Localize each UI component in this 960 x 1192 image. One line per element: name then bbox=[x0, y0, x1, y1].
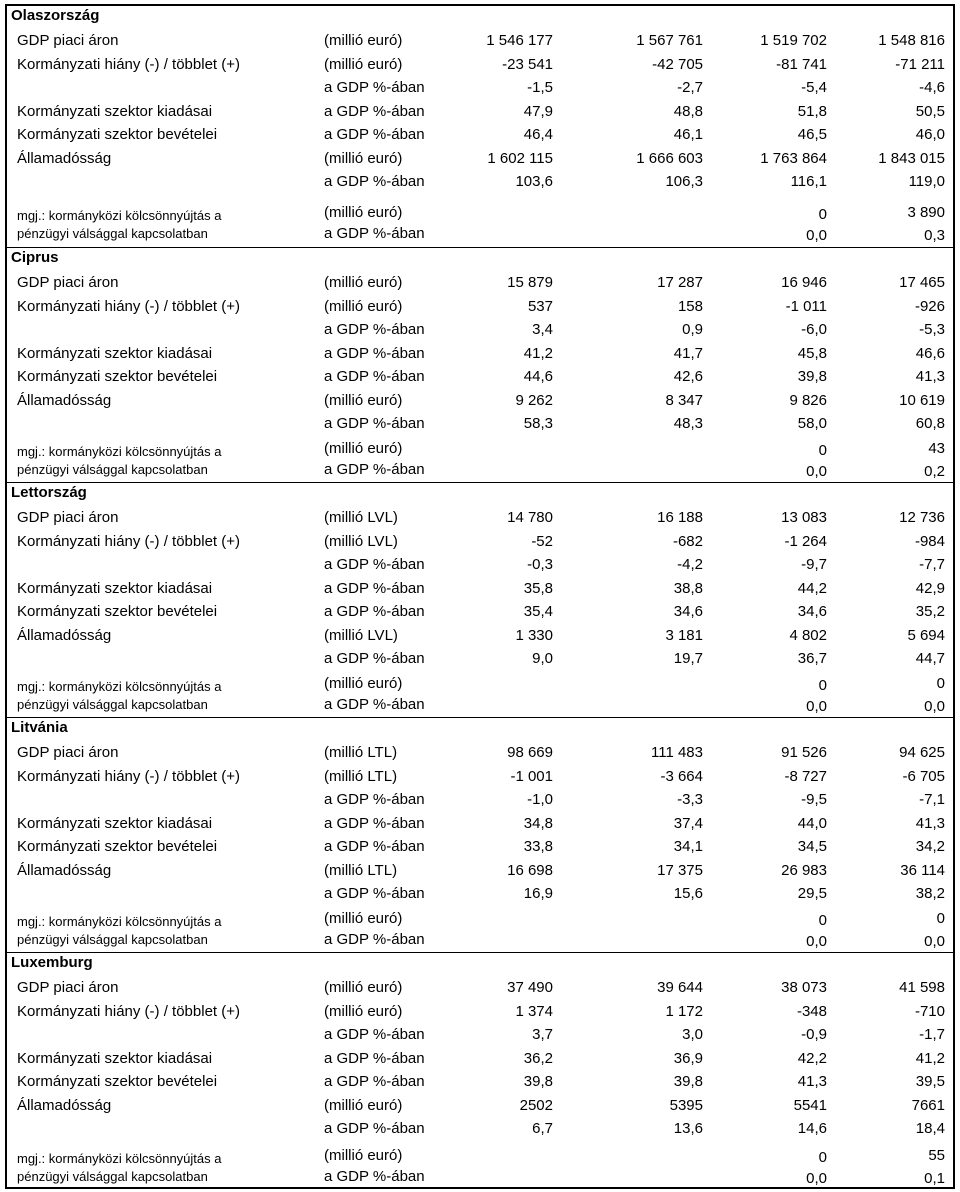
row-label: Kormányzati hiány (-) / többlet (+) bbox=[17, 297, 241, 315]
value-cell: 36,2 bbox=[523, 1049, 553, 1067]
value-cell: 35,8 bbox=[523, 579, 553, 597]
row-label: Kormányzati szektor kiadásai bbox=[17, 579, 213, 597]
table-row bbox=[7, 1070, 953, 1093]
fiscal-data-table bbox=[5, 4, 955, 1189]
note-unit-eur: (millió euró) bbox=[324, 440, 403, 457]
section-1 bbox=[7, 6, 953, 247]
value-cell: 3,4 bbox=[532, 321, 553, 338]
row-label: GDP piaci áron bbox=[17, 979, 119, 996]
value-cell: 34,6 bbox=[797, 603, 827, 620]
value-cell: 41,3 bbox=[797, 1073, 827, 1090]
value-cell: 39,8 bbox=[797, 368, 827, 385]
value-cell: -1,7 bbox=[919, 1026, 945, 1043]
value-cell: 17 375 bbox=[657, 861, 703, 879]
value-cell: 6,7 bbox=[532, 1120, 553, 1137]
row-label: Államadósság bbox=[17, 391, 112, 409]
value-cell: 34,6 bbox=[673, 603, 703, 620]
value-cell: -348 bbox=[796, 1002, 827, 1020]
value-cell: 35,2 bbox=[915, 603, 945, 620]
note-value: 0,0 bbox=[806, 227, 827, 244]
value-cell: -42 705 bbox=[652, 55, 703, 73]
note-unit-pct: a GDP %-ában bbox=[324, 931, 425, 948]
value-cell: 12 736 bbox=[899, 509, 945, 526]
note-unit-eur: (millió euró) bbox=[324, 204, 403, 221]
value-cell: 46,6 bbox=[915, 344, 945, 362]
value-cell: 37,4 bbox=[673, 814, 703, 832]
row-unit: (millió LTL) bbox=[324, 744, 398, 761]
table-row bbox=[7, 318, 953, 341]
table-row bbox=[7, 859, 953, 882]
row-label: Kormányzati szektor bevételei bbox=[17, 838, 218, 855]
value-cell: 3,0 bbox=[682, 1026, 703, 1043]
value-cell: 94 625 bbox=[899, 744, 945, 761]
value-cell: 1 666 603 bbox=[636, 149, 703, 167]
value-cell: 39,8 bbox=[673, 1073, 703, 1090]
table-row bbox=[7, 100, 953, 123]
intergovernmental-lending-note bbox=[7, 671, 953, 715]
value-cell: 44,2 bbox=[797, 579, 827, 597]
row-unit: a GDP %-ában bbox=[324, 1026, 425, 1043]
value-cell: -1 011 bbox=[785, 297, 827, 315]
row-label: Államadósság bbox=[17, 149, 112, 167]
note-value: 0 bbox=[936, 675, 945, 692]
table-row bbox=[7, 577, 953, 600]
value-cell: -984 bbox=[914, 532, 945, 550]
row-unit: (millió euró) bbox=[324, 274, 403, 291]
value-cell: 9,0 bbox=[532, 650, 553, 667]
row-label: Kormányzati hiány (-) / többlet (+) bbox=[17, 767, 241, 785]
table-row bbox=[7, 1117, 953, 1140]
note-unit-eur: (millió euró) bbox=[324, 675, 403, 692]
value-cell: -7,1 bbox=[919, 791, 945, 808]
row-label: Kormányzati szektor bevételei bbox=[17, 603, 218, 620]
row-unit: a GDP %-ában bbox=[324, 1049, 425, 1067]
value-cell: 60,8 bbox=[915, 415, 945, 432]
table-row bbox=[7, 741, 953, 764]
value-cell: 17 465 bbox=[899, 274, 945, 291]
value-cell: -8 727 bbox=[784, 767, 827, 785]
value-cell: -23 541 bbox=[502, 55, 553, 73]
value-cell: 158 bbox=[677, 297, 703, 315]
value-cell: 5 694 bbox=[907, 626, 945, 644]
intergovernmental-lending-note bbox=[7, 1143, 953, 1187]
value-cell: -5,4 bbox=[801, 79, 827, 96]
value-cell: -0,9 bbox=[801, 1026, 827, 1043]
note-label-line1: mgj.: kormányközi kölcsönnyújtás a bbox=[17, 1151, 222, 1166]
value-cell: 1 763 864 bbox=[760, 149, 827, 167]
value-cell: -9,7 bbox=[801, 556, 827, 573]
value-cell: 10 619 bbox=[899, 391, 945, 409]
value-cell: 51,8 bbox=[797, 102, 827, 120]
row-unit: a GDP %-ában bbox=[324, 79, 425, 96]
row-label: Kormányzati szektor kiadásai bbox=[17, 102, 213, 120]
row-unit: a GDP %-ában bbox=[324, 556, 425, 573]
row-label: GDP piaci áron bbox=[17, 274, 119, 291]
note-value: 0,3 bbox=[924, 227, 945, 244]
table-row bbox=[7, 812, 953, 835]
row-label: GDP piaci áron bbox=[17, 744, 119, 761]
table-row bbox=[7, 29, 953, 52]
section-title: Lettország bbox=[11, 484, 87, 501]
note-label-line1: mgj.: kormányközi kölcsönnyújtás a bbox=[17, 679, 222, 694]
table-row bbox=[7, 342, 953, 365]
value-cell: -1 264 bbox=[784, 532, 827, 550]
value-cell: -3,3 bbox=[677, 791, 703, 808]
value-cell: 14 780 bbox=[507, 509, 553, 526]
note-value: 0 bbox=[818, 912, 827, 929]
note-value: 55 bbox=[928, 1147, 945, 1164]
table-row bbox=[7, 788, 953, 811]
note-value: 0,0 bbox=[806, 463, 827, 480]
table-row bbox=[7, 530, 953, 553]
row-unit: a GDP %-ában bbox=[324, 344, 425, 362]
note-unit-pct: a GDP %-ában bbox=[324, 225, 425, 242]
value-cell: 42,6 bbox=[673, 368, 703, 385]
value-cell: 48,3 bbox=[673, 415, 703, 432]
value-cell: -1 001 bbox=[510, 767, 553, 785]
table-row bbox=[7, 506, 953, 529]
table-row bbox=[7, 170, 953, 193]
table-row bbox=[7, 1000, 953, 1023]
note-value: 0,0 bbox=[806, 698, 827, 715]
value-cell: 34,1 bbox=[673, 838, 703, 855]
value-cell: 119,0 bbox=[908, 173, 945, 190]
table-row bbox=[7, 882, 953, 905]
value-cell: 39,8 bbox=[523, 1073, 553, 1090]
value-cell: 116,1 bbox=[790, 173, 827, 190]
row-unit: (millió LTL) bbox=[324, 861, 398, 879]
value-cell: -710 bbox=[914, 1002, 945, 1020]
row-unit: a GDP %-ában bbox=[324, 368, 425, 385]
value-cell: 39,5 bbox=[915, 1073, 945, 1090]
row-label: Kormányzati szektor kiadásai bbox=[17, 344, 213, 362]
value-cell: -4,6 bbox=[919, 79, 945, 96]
note-label-line2: pénzügyi válsággal kapcsolatban bbox=[17, 1169, 208, 1184]
table-row bbox=[7, 147, 953, 170]
table-row bbox=[7, 123, 953, 146]
section-5 bbox=[7, 952, 953, 1190]
value-cell: 47,9 bbox=[523, 102, 553, 120]
row-label: Kormányzati szektor kiadásai bbox=[17, 814, 213, 832]
value-cell: -0,3 bbox=[527, 556, 553, 573]
table-row bbox=[7, 600, 953, 623]
note-unit-eur: (millió euró) bbox=[324, 1147, 403, 1164]
value-cell: 18,4 bbox=[915, 1120, 945, 1137]
value-cell: 37 490 bbox=[507, 979, 553, 996]
note-value: 0 bbox=[936, 910, 945, 927]
value-cell: 9 262 bbox=[515, 391, 553, 409]
value-cell: -52 bbox=[531, 532, 553, 550]
row-label: Kormányzati szektor kiadásai bbox=[17, 1049, 213, 1067]
note-unit-pct: a GDP %-ában bbox=[324, 461, 425, 478]
row-unit: a GDP %-ában bbox=[324, 102, 425, 120]
note-value: 0 bbox=[818, 1149, 827, 1166]
note-label-line1: mgj.: kormányközi kölcsönnyújtás a bbox=[17, 208, 222, 223]
table-row bbox=[7, 1047, 953, 1070]
table-row bbox=[7, 765, 953, 788]
row-label: Kormányzati hiány (-) / többlet (+) bbox=[17, 532, 241, 550]
value-cell: 91 526 bbox=[781, 744, 827, 761]
row-unit: (millió LVL) bbox=[324, 509, 398, 526]
row-unit: a GDP %-ában bbox=[324, 791, 425, 808]
row-unit: a GDP %-ában bbox=[324, 603, 425, 620]
section-4 bbox=[7, 717, 953, 953]
value-cell: 1 519 702 bbox=[760, 32, 827, 49]
note-value: 0,0 bbox=[924, 933, 945, 950]
note-label-line2: pénzügyi válsággal kapcsolatban bbox=[17, 932, 208, 947]
note-unit-eur: (millió euró) bbox=[324, 910, 403, 927]
row-unit: (millió euró) bbox=[324, 55, 403, 73]
value-cell: 15,6 bbox=[673, 885, 703, 902]
value-cell: -3 664 bbox=[660, 767, 703, 785]
value-cell: 1 330 bbox=[515, 626, 553, 644]
value-cell: 41,7 bbox=[673, 344, 703, 362]
table-row bbox=[7, 976, 953, 999]
row-unit: a GDP %-ában bbox=[324, 415, 425, 432]
intergovernmental-lending-note bbox=[7, 906, 953, 950]
value-cell: -7,7 bbox=[919, 556, 945, 573]
note-unit-pct: a GDP %-ában bbox=[324, 1168, 425, 1185]
value-cell: 106,3 bbox=[665, 173, 703, 190]
value-cell: 46,5 bbox=[797, 126, 827, 143]
value-cell: -682 bbox=[672, 532, 703, 550]
row-label: Kormányzati szektor bevételei bbox=[17, 126, 218, 143]
value-cell: 41 598 bbox=[899, 979, 945, 996]
value-cell: 46,4 bbox=[523, 126, 553, 143]
value-cell: 39 644 bbox=[657, 979, 703, 996]
value-cell: -1,0 bbox=[527, 791, 553, 808]
row-unit: a GDP %-ában bbox=[324, 173, 425, 190]
table-row bbox=[7, 365, 953, 388]
value-cell: 41,2 bbox=[915, 1049, 945, 1067]
value-cell: 42,2 bbox=[797, 1049, 827, 1067]
table-row bbox=[7, 1023, 953, 1046]
value-cell: 3,7 bbox=[532, 1026, 553, 1043]
value-cell: -71 211 bbox=[895, 55, 945, 73]
value-cell: 34,8 bbox=[523, 814, 553, 832]
row-label: Kormányzati szektor bevételei bbox=[17, 368, 218, 385]
row-label: Kormányzati hiány (-) / többlet (+) bbox=[17, 1002, 241, 1020]
value-cell: 111 483 bbox=[651, 744, 703, 761]
table-row bbox=[7, 835, 953, 858]
value-cell: 46,1 bbox=[673, 126, 703, 143]
value-cell: -2,7 bbox=[677, 79, 703, 96]
value-cell: -5,3 bbox=[919, 321, 945, 338]
note-label-line2: pénzügyi válsággal kapcsolatban bbox=[17, 462, 208, 477]
value-cell: -81 741 bbox=[776, 55, 827, 73]
row-unit: (millió LVL) bbox=[324, 532, 398, 550]
value-cell: 41,3 bbox=[915, 814, 945, 832]
note-label-line1: mgj.: kormányközi kölcsönnyújtás a bbox=[17, 914, 222, 929]
value-cell: 58,0 bbox=[797, 415, 827, 432]
value-cell: 5395 bbox=[669, 1096, 703, 1114]
value-cell: -4,2 bbox=[677, 556, 703, 573]
row-unit: (millió euró) bbox=[324, 32, 403, 49]
value-cell: 58,3 bbox=[523, 415, 553, 432]
value-cell: 16 946 bbox=[781, 274, 827, 291]
note-label-line1: mgj.: kormányközi kölcsönnyújtás a bbox=[17, 444, 222, 459]
row-label: Államadósság bbox=[17, 626, 112, 644]
value-cell: 1 172 bbox=[665, 1002, 703, 1020]
section-2 bbox=[7, 247, 953, 483]
table-row bbox=[7, 1094, 953, 1117]
value-cell: 8 347 bbox=[665, 391, 703, 409]
value-cell: 44,7 bbox=[915, 650, 945, 667]
note-value: 0 bbox=[818, 677, 827, 694]
value-cell: 1 602 115 bbox=[487, 149, 553, 167]
row-unit: (millió euró) bbox=[324, 149, 403, 167]
value-cell: 1 567 761 bbox=[636, 32, 703, 49]
value-cell: 16 698 bbox=[507, 861, 553, 879]
row-unit: (millió LTL) bbox=[324, 767, 398, 785]
note-unit-pct: a GDP %-ában bbox=[324, 696, 425, 713]
note-value: 0,0 bbox=[924, 698, 945, 715]
value-cell: 0,9 bbox=[682, 321, 703, 338]
value-cell: 4 802 bbox=[789, 626, 827, 644]
note-value: 0 bbox=[818, 442, 827, 459]
value-cell: 44,0 bbox=[797, 814, 827, 832]
value-cell: 33,8 bbox=[523, 838, 553, 855]
row-unit: (millió euró) bbox=[324, 1096, 403, 1114]
value-cell: 46,0 bbox=[915, 126, 945, 143]
table-row bbox=[7, 53, 953, 76]
table-row bbox=[7, 647, 953, 670]
value-cell: 13 083 bbox=[781, 509, 827, 526]
row-unit: a GDP %-ában bbox=[324, 814, 425, 832]
note-value: 0,2 bbox=[924, 463, 945, 480]
row-unit: a GDP %-ában bbox=[324, 1120, 425, 1137]
note-value: 0,0 bbox=[806, 1170, 827, 1187]
value-cell: 2502 bbox=[519, 1096, 553, 1114]
value-cell: 38,8 bbox=[673, 579, 703, 597]
table-row bbox=[7, 271, 953, 294]
value-cell: 38,2 bbox=[915, 885, 945, 902]
value-cell: 29,5 bbox=[797, 885, 827, 902]
value-cell: 41,2 bbox=[523, 344, 553, 362]
row-unit: (millió euró) bbox=[324, 391, 403, 409]
row-label: Államadósság bbox=[17, 861, 112, 879]
table-row bbox=[7, 295, 953, 318]
value-cell: 41,3 bbox=[915, 368, 945, 385]
value-cell: 42,9 bbox=[915, 579, 945, 597]
value-cell: 3 181 bbox=[665, 626, 703, 644]
section-title: Olaszország bbox=[11, 7, 100, 24]
value-cell: 44,6 bbox=[523, 368, 553, 385]
value-cell: 16,9 bbox=[523, 885, 553, 902]
table-row bbox=[7, 412, 953, 435]
row-unit: a GDP %-ában bbox=[324, 126, 425, 143]
row-unit: (millió LVL) bbox=[324, 626, 398, 644]
value-cell: -926 bbox=[914, 297, 945, 315]
value-cell: 9 826 bbox=[789, 391, 827, 409]
value-cell: 1 374 bbox=[515, 1002, 553, 1020]
row-unit: (millió euró) bbox=[324, 297, 403, 315]
value-cell: 36,7 bbox=[797, 650, 827, 667]
table-row bbox=[7, 76, 953, 99]
value-cell: 17 287 bbox=[657, 274, 703, 291]
row-unit: a GDP %-ában bbox=[324, 321, 425, 338]
row-unit: a GDP %-ában bbox=[324, 885, 425, 902]
section-3 bbox=[7, 482, 953, 718]
table-row bbox=[7, 624, 953, 647]
value-cell: 103,6 bbox=[515, 173, 553, 190]
intergovernmental-lending-note bbox=[7, 200, 953, 244]
value-cell: 36,9 bbox=[673, 1049, 703, 1067]
value-cell: 50,5 bbox=[915, 102, 945, 120]
note-value: 3 890 bbox=[907, 204, 945, 221]
value-cell: 34,5 bbox=[797, 838, 827, 855]
value-cell: -1,5 bbox=[527, 79, 553, 96]
note-value: 0,1 bbox=[924, 1170, 945, 1187]
value-cell: 5541 bbox=[793, 1096, 827, 1114]
value-cell: 537 bbox=[527, 297, 553, 315]
note-value: 0 bbox=[818, 206, 827, 223]
value-cell: 98 669 bbox=[507, 744, 553, 761]
value-cell: 45,8 bbox=[797, 344, 827, 362]
value-cell: 26 983 bbox=[781, 861, 827, 879]
row-unit: a GDP %-ában bbox=[324, 579, 425, 597]
value-cell: 35,4 bbox=[523, 603, 553, 620]
section-title: Ciprus bbox=[11, 249, 59, 266]
row-label: Kormányzati hiány (-) / többlet (+) bbox=[17, 55, 241, 73]
table-row bbox=[7, 389, 953, 412]
value-cell: -9,5 bbox=[801, 791, 827, 808]
value-cell: 34,2 bbox=[915, 838, 945, 855]
value-cell: 15 879 bbox=[507, 274, 553, 291]
value-cell: -6 705 bbox=[902, 767, 945, 785]
value-cell: -6,0 bbox=[801, 321, 827, 338]
intergovernmental-lending-note bbox=[7, 436, 953, 480]
value-cell: 13,6 bbox=[673, 1120, 703, 1137]
table-row bbox=[7, 553, 953, 576]
row-unit: (millió euró) bbox=[324, 979, 403, 996]
value-cell: 36 114 bbox=[900, 861, 945, 879]
row-unit: a GDP %-ában bbox=[324, 838, 425, 855]
note-label-line2: pénzügyi válsággal kapcsolatban bbox=[17, 697, 208, 712]
row-unit: (millió euró) bbox=[324, 1002, 403, 1020]
value-cell: 1 548 816 bbox=[878, 32, 945, 49]
section-title: Luxemburg bbox=[11, 954, 93, 971]
row-label: GDP piaci áron bbox=[17, 509, 119, 526]
row-label: GDP piaci áron bbox=[17, 32, 119, 49]
value-cell: 14,6 bbox=[797, 1120, 827, 1137]
value-cell: 1 546 177 bbox=[486, 32, 553, 49]
value-cell: 38 073 bbox=[781, 979, 827, 996]
row-label: Kormányzati szektor bevételei bbox=[17, 1073, 218, 1090]
note-value: 43 bbox=[928, 440, 945, 457]
note-value: 0,0 bbox=[806, 933, 827, 950]
row-label: Államadósság bbox=[17, 1096, 112, 1114]
value-cell: 16 188 bbox=[657, 509, 703, 526]
value-cell: 7661 bbox=[911, 1096, 945, 1114]
section-title: Litvánia bbox=[11, 719, 68, 736]
value-cell: 1 843 015 bbox=[878, 149, 945, 167]
note-label-line2: pénzügyi válsággal kapcsolatban bbox=[17, 226, 208, 241]
row-unit: a GDP %-ában bbox=[324, 650, 425, 667]
row-unit: a GDP %-ában bbox=[324, 1073, 425, 1090]
value-cell: 48,8 bbox=[673, 102, 703, 120]
value-cell: 19,7 bbox=[673, 650, 703, 667]
